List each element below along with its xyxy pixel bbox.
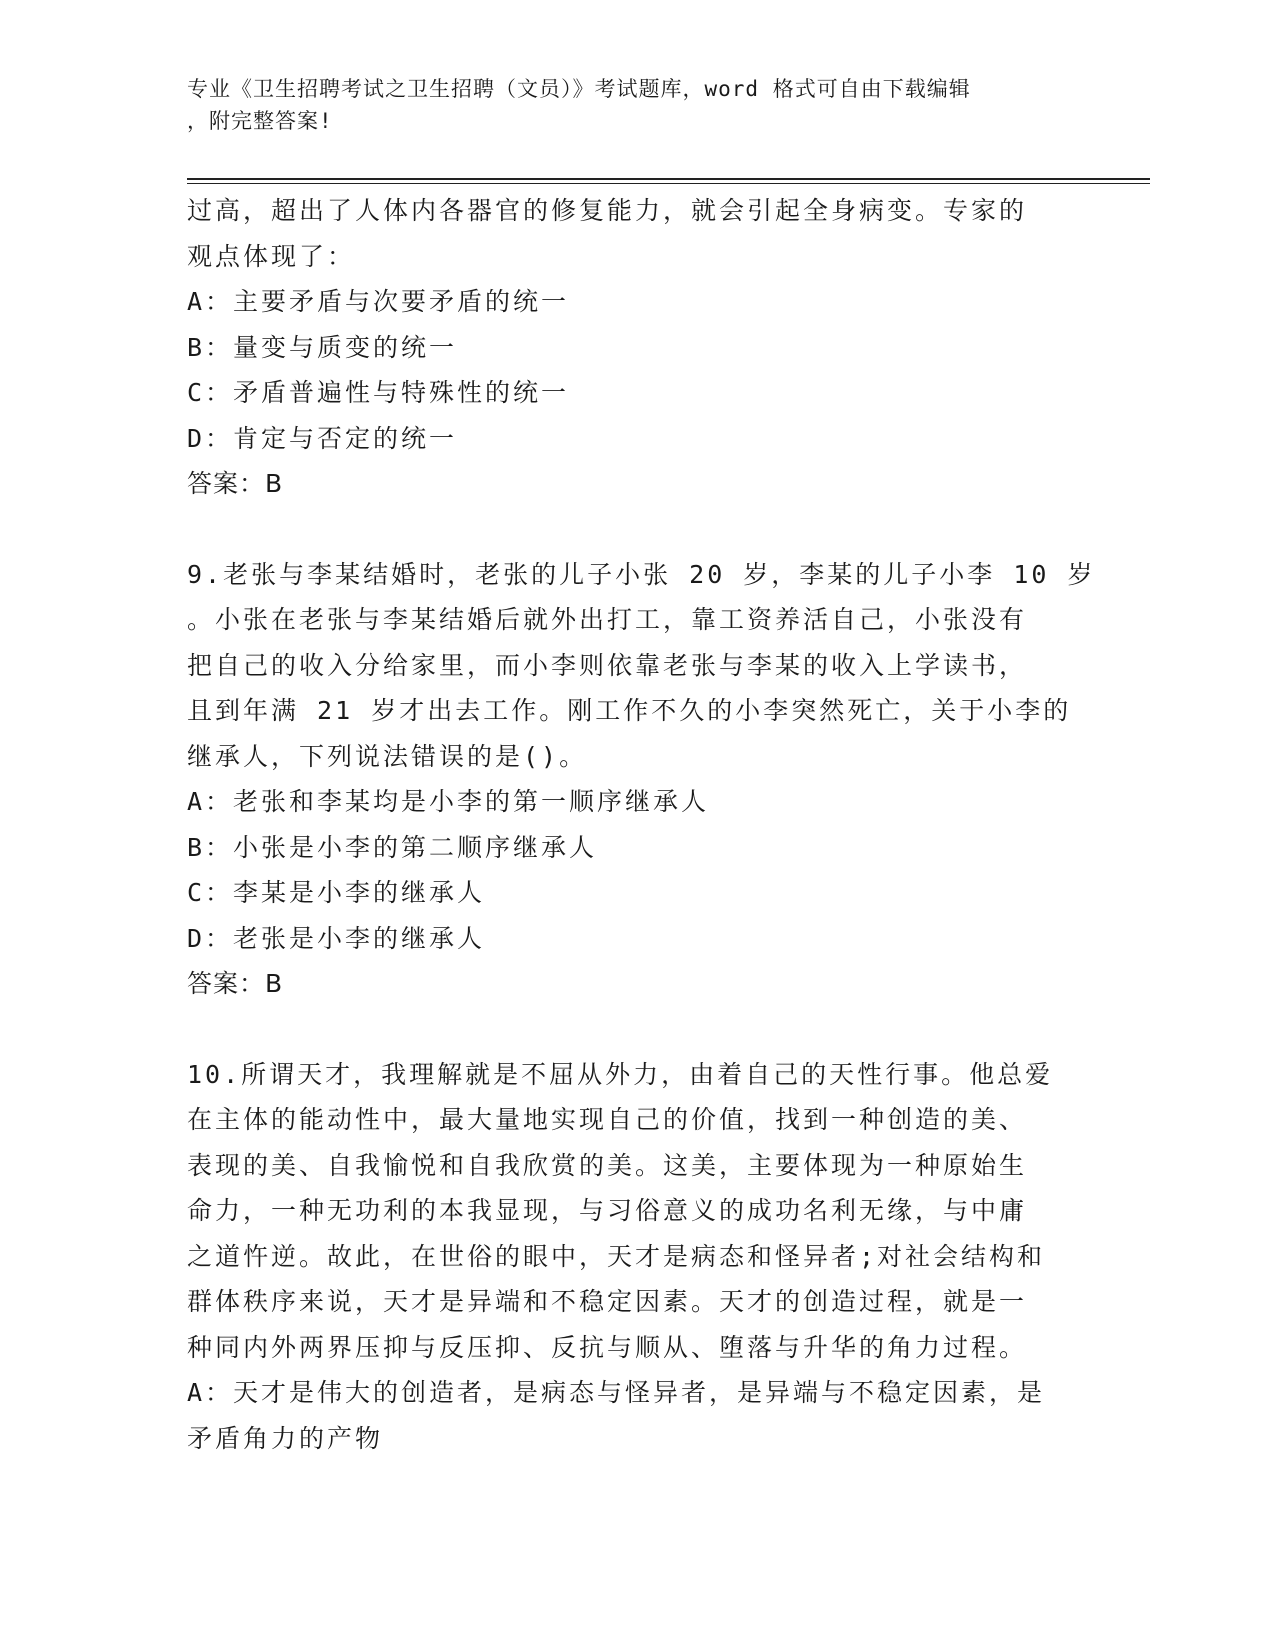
document-body [187, 188, 1096, 1461]
question-10 [187, 1052, 1087, 1462]
option-a-continued: 矛盾角力的产物 [187, 1423, 384, 1453]
header-rule-thin [187, 183, 1150, 184]
question-stem-line: 在主体的能动性中，最大量地实现自己的价值，找到一种创造的美、 [187, 1105, 1028, 1134]
option-c: C：李某是小李的继承人 [187, 878, 486, 907]
option-a: A：老张和李某均是小李的第一顺序继承人 [187, 787, 710, 816]
question-stem-line: 。小张在老张与李某结婚后就外出打工，靠工资养活自己，小张没有 [187, 605, 1028, 634]
header-rule-thick [187, 178, 1150, 180]
answer: 答案：B [187, 469, 284, 498]
option-d: D：老张是小李的继承人 [187, 923, 486, 953]
question-8 [187, 188, 1087, 507]
document-header [187, 73, 1067, 137]
answer: 答案：B [187, 969, 284, 998]
option-b: B：小张是小李的第二顺序继承人 [187, 832, 598, 862]
question-stem-line: 继承人，下列说法错误的是()。 [187, 741, 588, 771]
question-stem-line: 观点体现了： [187, 241, 356, 271]
option-d: D：肯定与否定的统一 [187, 423, 458, 453]
option-a: A：天才是伟大的创造者，是病态与怪异者，是异端与不稳定因素，是 [187, 1378, 1046, 1407]
question-stem-line: 表现的美、自我愉悦和自我欣赏的美。这美，主要体现为一种原始生 [187, 1150, 1028, 1180]
question-stem-line: 之道忤逆。故此，在世俗的眼中，天才是病态和怪异者;对社会结构和 [187, 1241, 1046, 1271]
question-stem-line: 命力，一种无功利的本我显现，与习俗意义的成功名利无缘，与中庸 [187, 1196, 1028, 1225]
option-b: B：量变与质变的统一 [187, 332, 458, 362]
question-9 [187, 552, 1096, 1007]
question-stem-line: 过高，超出了人体内各器官的修复能力，就会引起全身病变。专家的 [187, 196, 1028, 225]
option-c: C：矛盾普遍性与特殊性的统一 [187, 378, 570, 407]
question-stem-line: 且到年满 21 岁才出去工作。刚工作不久的小李突然死亡，关于小李的 [187, 696, 1072, 725]
question-stem-line: 把自己的收入分给家里，而小李则依靠老张与李某的收入上学读书， [187, 650, 1028, 680]
spacer [187, 507, 1087, 552]
header-line-1: 专业《卫生招聘考试之卫生招聘（文员）》考试题库，word 格式可自由下载编辑 [187, 77, 971, 101]
question-stem-line: 10.所谓天才，我理解就是不屈从外力，由着自己的天性行事。他总爱 [187, 1059, 1054, 1089]
header-line-2: ，附完整答案! [187, 109, 333, 133]
question-stem-line: 群体秩序来说，天才是异端和不稳定因素。天才的创造过程，就是一 [187, 1287, 1028, 1316]
question-stem-line: 9.老张与李某结婚时，老张的儿子小张 20 岁，李某的儿子小李 10 岁 [187, 559, 1096, 589]
question-stem-line: 种同内外两界压抑与反压抑、反抗与顺从、堕落与升华的角力过程。 [187, 1332, 1028, 1362]
spacer [187, 1007, 1087, 1052]
option-a: A：主要矛盾与次要矛盾的统一 [187, 287, 570, 316]
